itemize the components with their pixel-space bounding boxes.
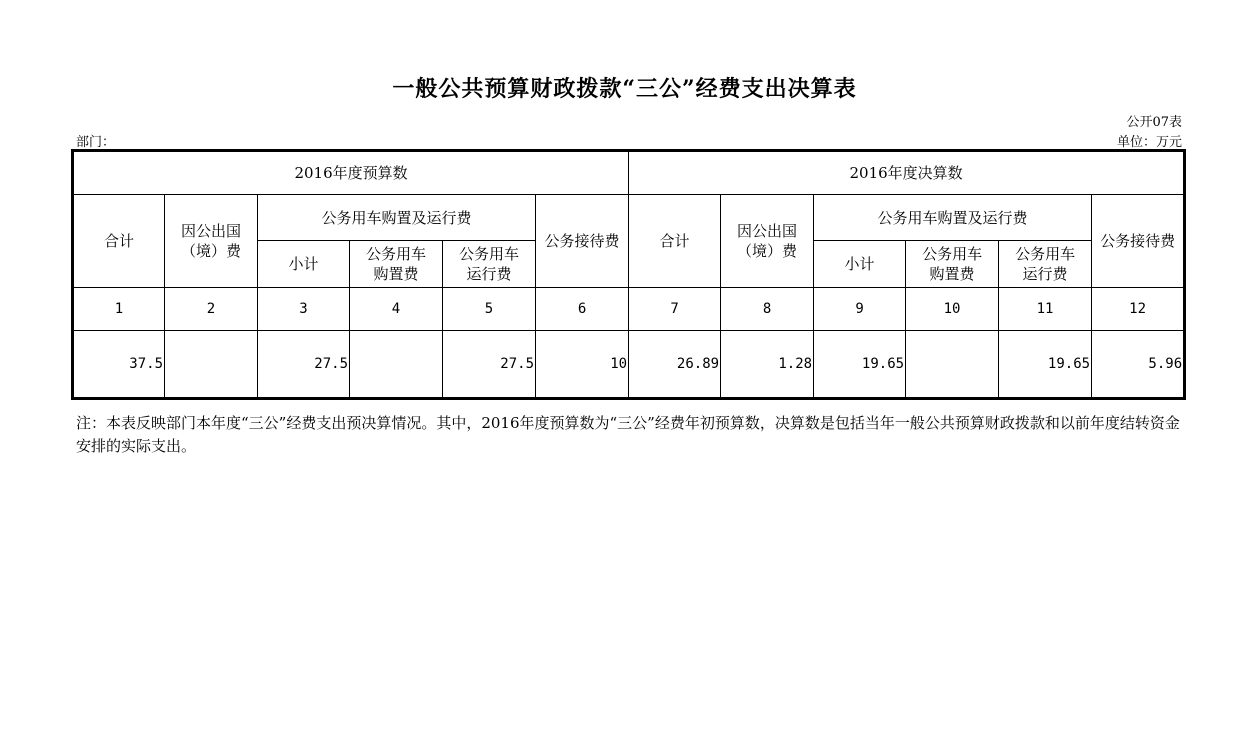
final-vehicle-purchase-header: 公务用车购置费: [906, 241, 999, 288]
budget-abroad-value: [165, 331, 258, 399]
column-index: 9: [814, 288, 906, 331]
budget-vehicle-operation-header: 公务用车运行费: [443, 241, 536, 288]
column-index: 10: [906, 288, 999, 331]
footnote: 注：本表反映部门本年度“三公”经费支出预决算情况。其中，2016年度预算数为“三公”经费年初预算数，决算数是包括当年一般公共预算财政拨款和以前年度结转资金安排的实际支出。: [76, 414, 1180, 455]
three-public-expenses-table: [71, 149, 1186, 400]
final-subtotal-header: 小计: [814, 241, 906, 288]
column-index: 1: [73, 288, 165, 331]
budget-total-header: 合计: [73, 195, 165, 288]
budget-abroad-header: 因公出国（境）费: [165, 195, 258, 288]
unit-label: 单位：万元: [1116, 135, 1182, 150]
column-index: 3: [258, 288, 350, 331]
page-title: 一般公共预算财政拨款“三公”经费支出决算表: [392, 76, 857, 102]
budget-subtotal-value: 27.5: [258, 331, 350, 399]
budget-vehicle-operation-value: 27.5: [443, 331, 536, 399]
final-reception-value: 5.96: [1092, 331, 1185, 399]
final-total-value: 26.89: [629, 331, 721, 399]
final-abroad-value: 1.28: [721, 331, 814, 399]
budget-reception-header: 公务接待费: [536, 195, 629, 288]
column-index: 7: [629, 288, 721, 331]
column-index: 8: [721, 288, 814, 331]
budget-subtotal-header: 小计: [258, 241, 350, 288]
final-abroad-header: 因公出国（境）费: [721, 195, 814, 288]
budget-vehicle-purchase-value: [350, 331, 443, 399]
column-index: 5: [443, 288, 536, 331]
column-index: 2: [165, 288, 258, 331]
department-label: 部门：: [76, 135, 116, 150]
form-number: 公开07表: [1126, 115, 1182, 130]
final-subtotal-value: 19.65: [814, 331, 906, 399]
final-header: 2016年度决算数: [629, 151, 1185, 195]
column-index: 11: [999, 288, 1092, 331]
budget-vehicle-purchase-header: 公务用车购置费: [350, 241, 443, 288]
budget-vehicle-header: 公务用车购置及运行费: [258, 195, 536, 241]
final-total-header: 合计: [629, 195, 721, 288]
column-index: 6: [536, 288, 629, 331]
final-vehicle-purchase-value: [906, 331, 999, 399]
column-index: 4: [350, 288, 443, 331]
column-index: 12: [1092, 288, 1185, 331]
budget-reception-value: 10: [536, 331, 629, 399]
final-vehicle-header: 公务用车购置及运行费: [814, 195, 1092, 241]
final-vehicle-operation-value: 19.65: [999, 331, 1092, 399]
budget-header: 2016年度预算数: [73, 151, 629, 195]
final-vehicle-operation-header: 公务用车运行费: [999, 241, 1092, 288]
final-reception-header: 公务接待费: [1092, 195, 1185, 288]
budget-total-value: 37.5: [73, 331, 165, 399]
